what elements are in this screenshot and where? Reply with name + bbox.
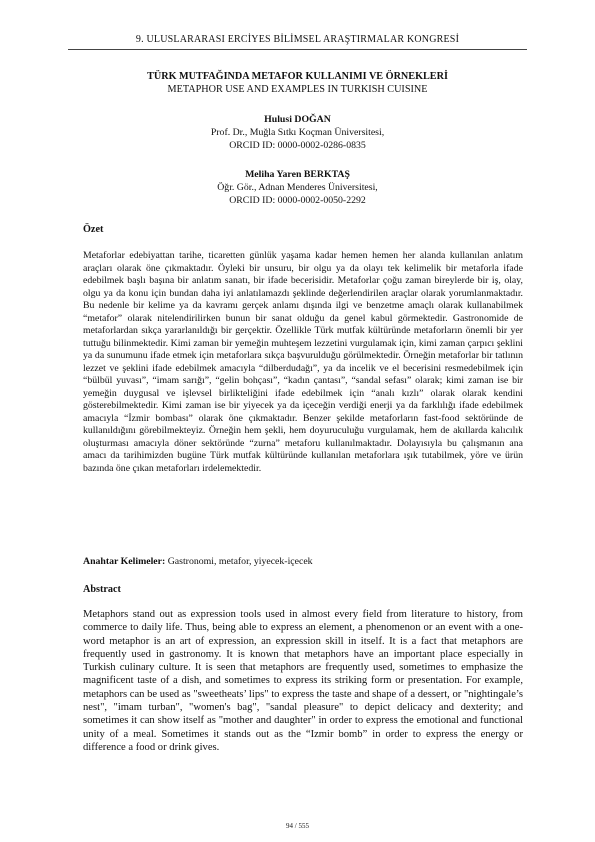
author-name: Hulusi DOĞAN xyxy=(264,114,331,125)
abstract-paragraph: Metaphors stand out as expression tools used in almost every field from literature to history, from commerce to daily life. Thus, being able to express an element, a phenomenon or an event with a one-word metaphor is an art of expression, an expression skill in itself. It is a fact that metaphors are frequently used in gastronomy. It is known that metaphors have an important place especially in Turkish culinary culture. It is seen that metaphors are frequently used, sometimes to emphasize the magnificent taste of a dish, and sometimes to express its striking form or presentation. For example, metaphors can be used as "sweetheats’ lips" to express the taste and shape of a dessert, or "nightingale’s nest", "imam turban", "women's bag", "sandal pleasure" to depict delicacy and dexterity; and sometimes it can show itself as "mother and daughter" in order to express the emotional and functional unity of a meal. Sometimes it stands out as the “Izmir bomb” in order to express the energy or difference a food or drink gives. xyxy=(83,609,523,753)
title-block xyxy=(68,70,527,96)
author-affiliation: Öğr. Gör., Adnan Menderes Üniversitesi, xyxy=(217,182,378,193)
keywords-label: Anahtar Kelimeler: xyxy=(83,556,166,567)
author-block-1 xyxy=(68,113,527,152)
paper-title-english: METAPHOR USE AND EXAMPLES IN TURKISH CUISINE xyxy=(167,84,428,95)
author-orcid: ORCID ID: 0000-0002-0050-2292 xyxy=(229,195,366,206)
keywords-line xyxy=(83,556,523,567)
keywords-value: Gastronomi, metafor, yiyecek-içecek xyxy=(167,556,313,567)
author-affiliation: Prof. Dr., Muğla Sıtkı Koçman Üniversitesi, xyxy=(210,127,385,138)
ozet-heading: Özet xyxy=(83,224,104,235)
author-block-2 xyxy=(68,168,527,207)
abstract-heading: Abstract xyxy=(83,584,121,595)
author-name: Meliha Yaren BERKTAŞ xyxy=(245,169,350,180)
author-orcid: ORCID ID: 0000-0002-0286-0835 xyxy=(229,140,366,151)
page-number: 94 / 555 xyxy=(286,822,309,830)
ozet-paragraph: Metaforlar edebiyattan tarihe, ticaretten günlük yaşama kadar hemen hemen her alanda kullanılan anlatım araçları olarak öne çıkmaktadır. Öyleki bir unsuru, bir olgu ya da olayı tek kelimelik bir metaforla ifade edebilmek başlı başına bir anlatım sanatı, bir ifade becerisidir. Metaforlar çoğu zaman bireylerde bir iş, olay, olgu ya da konu için bundan daha iyi anlatılamazdı şeklinde değerlendirilen araçlar olarak yorumlanmaktadır. Bu nedenle bir kelime ya da kavramı gerçek anlamı dışında ilgi ve benzetme amaçlı olarak kullanabilmek “metafor” olarak nitelendirilirken bunun bir sanat olduğu da genel kabul görmektedir. Gastronomide de metaforlardan sıkça yararlanıldığı bir gerçektir. Özellikle Türk mutfak kültüründe metaforların önemli bir yer tuttuğu bilinmektedir. Kimi zaman bir yemeğin muhteşem lezzetini vurgulamak için, kimi zaman çarpıcı şeklini ya da sunumunu ifade etmek için metaforlara sıkça başvurulduğu görülmektedir. Örneğin metaforlar bir tatlının lezzet ve şeklini ifade edebilmek amacıyla “dilberdudağı”, ya da incelik ve el becerisini resmedebilmek için “bülbül yuvası”, “imam sarığı”, “gelin bohçası”, “kadın çantası”, “sandal sefası” olarak; kimi zaman ise bir yemeğin duygusal ve işlevsel birlikteliğini ifade edebilmek için “analı kızlı” olarak olarak kendini gösterebilmektedir. Kimi zaman ise bir yiyecek ya da içeceğin verdiği enerji ya da farklılığı ifade edebilmek amacıyla “İzmir bombası” olarak öne çıkmaktadır. Benzer şekilde metaforların fast-food sektöründe de kullanıldığını görebilmekteyiz. Örneğin hem şekli, hem doyuruculuğu vurgulamak, hem de akıllarda kalıcılık oluşturması amacıyla döner sektöründe “zurna” metaforu kullanılmaktadır. Dolayısıyla bu çalışmanın ana amacı da tarihimizden bugüne Türk mutfak kültüründe kullanılan metaforlara ışık tutabilmek, yöre ve ürün bazında öne çıkan metaforları irdelemektedir. xyxy=(83,250,523,474)
running-header: 9. ULUSLARARASI ERCİYES BİLİMSEL ARAŞTIRMALAR KONGRESİ xyxy=(68,34,527,50)
paper-title-turkish: TÜRK MUTFAĞINDA METAFOR KULLANIMI VE ÖRNEKLERİ xyxy=(147,71,448,82)
